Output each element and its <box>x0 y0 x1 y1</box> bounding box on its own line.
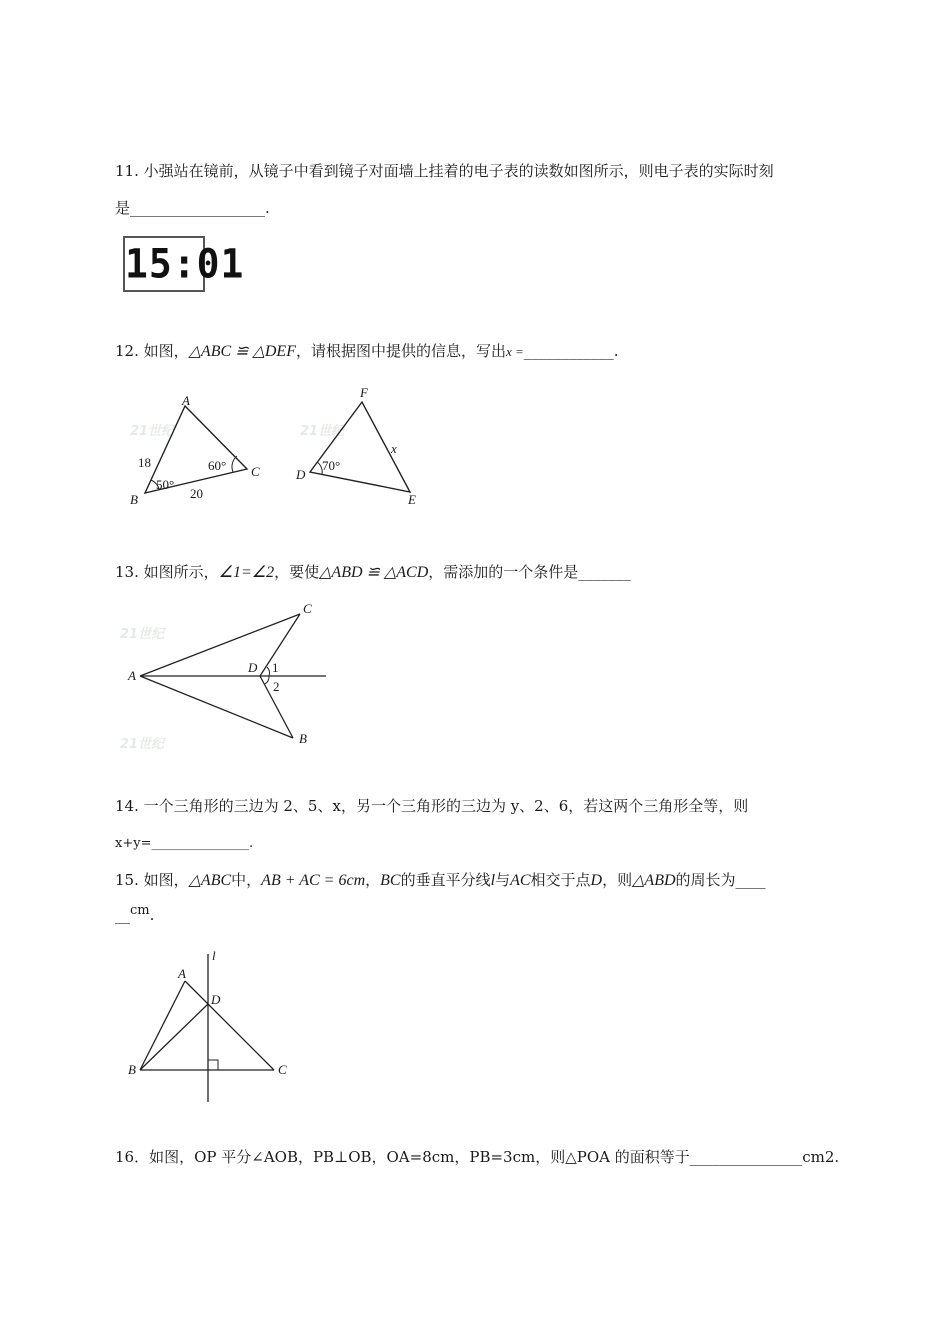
angle-2-arc <box>265 676 269 684</box>
q11-line1: 11. 小强站在镜前，从镜子中看到镜子对面墙上挂着的电子表的读数如图所示，则电子表的实际时刻 <box>115 162 774 180</box>
label-angle-2: 2 <box>273 679 280 694</box>
q13-congruence: △ABD ≌ △ACD <box>319 564 429 581</box>
q15-answer-blank-a: ____ <box>735 871 766 889</box>
label-d: D <box>248 660 258 675</box>
q14-prefix: x+y= <box>115 836 152 851</box>
segment-a-c <box>185 981 274 1070</box>
label-d: D <box>211 992 221 1007</box>
watermark: 21世纪 <box>120 737 165 752</box>
q15-equation: AB + AC = 6cm <box>261 872 366 889</box>
label-b: B <box>130 492 138 507</box>
q11-prefix: 是 <box>115 199 131 217</box>
q15-d: D <box>590 872 603 889</box>
label-b: B <box>128 1062 136 1077</box>
angle-c-value: 60° <box>208 458 227 473</box>
q15-triangle: △ABC <box>188 872 232 889</box>
angle-d-value: 70° <box>322 458 341 473</box>
label-c: C <box>303 601 312 616</box>
q15-bc: BC <box>380 872 401 889</box>
q11-line2 <box>115 198 270 218</box>
q14-suffix: . <box>248 836 254 851</box>
q12-prefix: 12. 如图， <box>115 342 189 360</box>
q13-suffix: ，需添加的一个条件是 <box>428 563 579 581</box>
segment-a-b <box>140 981 185 1070</box>
angle-b-value: 50° <box>156 477 175 492</box>
right-angle-mark <box>208 1060 218 1070</box>
q15-text: ， <box>365 871 381 889</box>
q15-suffix: . <box>149 906 155 924</box>
q16-text: 16．如图，OP 平分∠AOB，PB⊥OB，OA=8cm，PB=3cm，则△POA 的面积等于 <box>115 1148 690 1166</box>
q13-angles: ∠1=∠2 <box>218 564 275 581</box>
q15-prefix: 15. 如图， <box>115 871 189 889</box>
label-a: A <box>178 966 186 981</box>
watermark: 21世纪 <box>130 424 175 439</box>
q15-text: ，则 <box>602 871 633 889</box>
q12-line <box>115 341 619 362</box>
q13-middle: ，要使 <box>274 563 320 581</box>
label-f: F <box>360 385 368 400</box>
q15-figure <box>128 946 308 1106</box>
segment-b-d <box>140 1004 208 1070</box>
q14-line2 <box>115 834 253 854</box>
q11-answer-blank: __________________ <box>130 199 266 217</box>
q16-answer-blank: _______________ <box>689 1148 803 1166</box>
watermark: 21世纪 <box>120 627 165 642</box>
q15-text: 的垂直平分线 <box>400 871 491 889</box>
q13-figure <box>120 598 360 758</box>
watermark: 21世纪 <box>300 424 345 439</box>
label-e: E <box>408 492 416 507</box>
side-ef-variable: x <box>391 441 397 456</box>
q15-text: 与 <box>495 871 511 889</box>
label-c: C <box>251 464 260 479</box>
angle-1-arc <box>267 667 269 676</box>
q12-figure <box>110 380 450 520</box>
q13-prefix: 13. 如图所示， <box>115 563 219 581</box>
side-ab-length: 18 <box>138 455 151 470</box>
label-l: l <box>212 948 216 963</box>
segment-a-b <box>140 676 293 738</box>
q15-text: 相交于点 <box>530 871 591 889</box>
q12-congruence: △ABC ≌ △DEF <box>188 343 296 360</box>
q11-suffix: . <box>265 199 270 217</box>
label-a: A <box>128 668 136 683</box>
label-a: A <box>182 393 190 408</box>
q15-answer-blank-b: __ <box>115 906 130 924</box>
q15-l: l <box>490 872 496 889</box>
q15-text: 的周长为 <box>675 871 736 889</box>
q14-answer-blank: _______________ <box>151 836 249 851</box>
q15-abd: △ABD <box>632 872 676 889</box>
label-d: D <box>296 467 306 482</box>
segment-c-d <box>260 614 300 676</box>
q16-line <box>115 1147 839 1167</box>
clock-figure <box>123 236 245 292</box>
q16-suffix: cm2. <box>802 1148 840 1166</box>
q12-middle: ，请根据图中提供的信息，写出 <box>295 342 506 360</box>
q15-line1 <box>115 870 766 891</box>
label-c: C <box>278 1062 287 1077</box>
q13-answer-blank: _______ <box>578 563 631 581</box>
q15-text: 中， <box>231 871 262 889</box>
q15-unit: cm <box>130 903 150 918</box>
clock-reading: 15:01 <box>125 240 245 288</box>
q13-line <box>115 562 631 583</box>
q15-line2 <box>115 905 154 927</box>
q12-answer-blank: ____________ <box>523 342 614 360</box>
q15-ac: AC <box>510 872 531 889</box>
q14-line1: 14. 一个三角形的三边为 2、5、x，另一个三角形的三边为 y、2、6，若这两个三角形全等，则 <box>115 797 749 815</box>
label-b: B <box>299 731 307 746</box>
q12-var: x = <box>505 344 524 359</box>
q12-suffix: . <box>613 342 619 360</box>
side-bc-length: 20 <box>190 486 203 501</box>
label-angle-1: 1 <box>272 660 279 675</box>
